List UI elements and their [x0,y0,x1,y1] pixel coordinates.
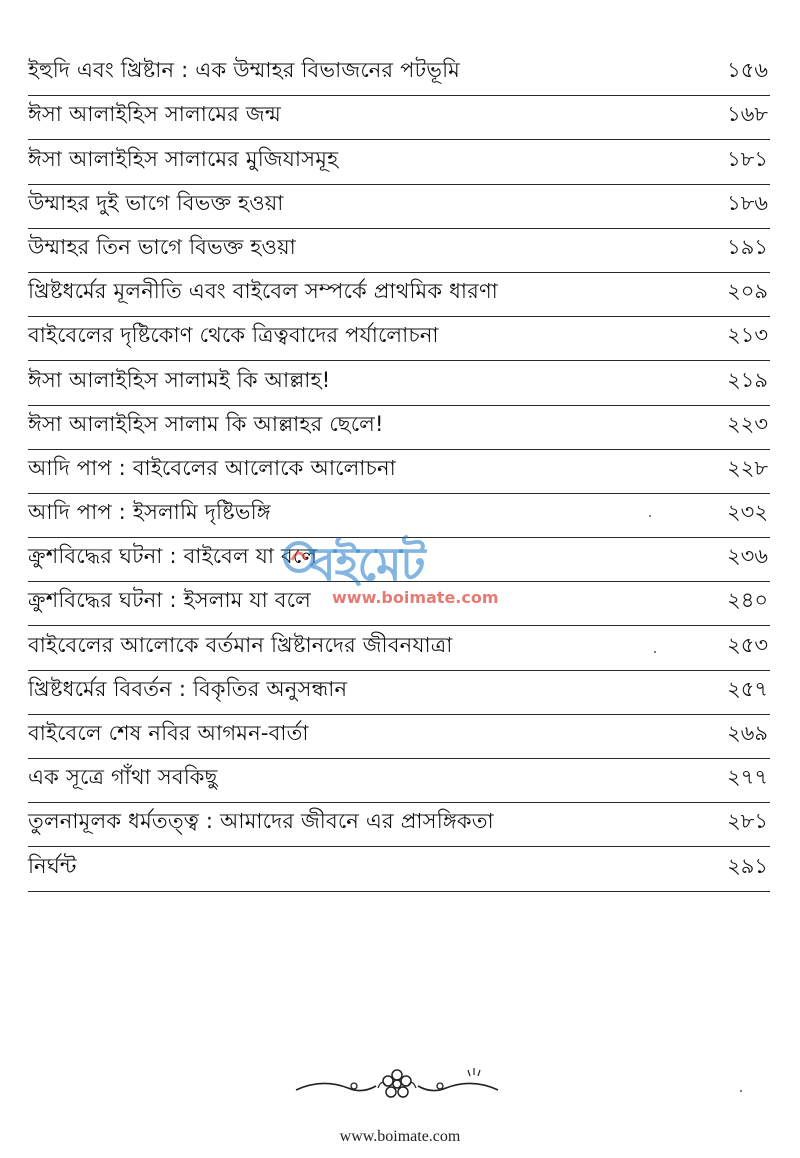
toc-row [28,538,770,582]
toc-entry-title: বাইবেলের দৃষ্টিকোণ থেকে ত্রিত্ববাদের পর্যালোচনা [28,323,439,348]
toc-entry-title: বাইবেলে শেষ নবির আগমন-বার্তা [28,721,309,745]
toc-entry-page: ২৯১ [727,853,768,878]
toc-entry-page: ১৮৬ [727,190,768,215]
toc-entry-page: ২৪০ [727,588,768,613]
toc-row [28,803,770,847]
toc-entry-title: উম্মাহর তিন ভাগে বিভক্ত হওয়া [28,234,296,259]
toc-row [28,52,770,96]
toc-entry-page: ২৮১ [727,809,768,834]
toc-row [28,847,770,891]
toc-row [28,450,770,494]
toc-entry-title: এক সূত্রে গাঁথা সবকিছু [28,765,218,790]
toc-entry-page: ২৬৯ [727,721,768,745]
toc-row [28,140,770,184]
toc-entry-page: ২২৩ [727,411,768,436]
toc-entry-title: তুলনামূলক ধর্মতত্ত্ব : আমাদের জীবনে এর প্রাসঙ্গিকতা [28,809,494,834]
toc-entry-title: ক্রুশবিদ্ধের ঘটনা : বাইবেল যা বলে [28,544,318,569]
toc-entry-page: ২০৯ [727,279,768,304]
toc-entry-title: উম্মাহর দুই ভাগে বিভক্ত হওয়া [28,190,284,215]
toc-entry-page: ১৮১ [727,146,768,171]
toc-row [28,229,770,273]
toc-row [28,361,770,405]
print-speck [649,515,651,517]
toc-entry-page: ১৯১ [727,234,768,259]
toc-entry-title: খ্রিষ্টধর্মের বিবর্তন : বিকৃতির অনুসন্ধান [28,676,348,701]
toc-entry-title: ঈসা আলাইহিস সালামই কি আল্লাহ! [28,367,331,392]
toc-entry-title: ক্রুশবিদ্ধের ঘটনা : ইসলাম যা বলে [28,588,311,613]
watermark-url: www.boimate.com [332,588,499,607]
toc-entry-page: ২১৩ [727,323,768,348]
toc-entry-title: ঈসা আলাইহিস সালামের মুজিযাসমূহ [28,146,339,171]
toc-entry-page: ২৫৭ [727,676,768,701]
toc-row [28,96,770,140]
toc-row [28,185,770,229]
watermark-logo-text: বইমেট [310,537,425,591]
toc-entry-title: বাইবেলের আলোকে বর্তমান খ্রিষ্টানদের জীবনযাত্রা [28,632,453,657]
toc-entry-title: ইহুদি এবং খ্রিষ্টান : এক উম্মাহর বিভাজনের পটভূমি [28,58,460,83]
toc-row [28,582,770,626]
toc-entry-page: ১৫৬ [727,58,768,83]
toc-entry-title: নির্ঘন্ট [28,853,77,878]
floral-divider-icon [292,1064,502,1104]
toc-row [28,626,770,670]
toc-entry-page: ২১৯ [727,367,768,392]
toc-entry-title: ঈসা আলাইহিস সালামের জন্ম [28,102,281,127]
toc-row [28,759,770,803]
toc-row [28,715,770,759]
toc-row [28,317,770,361]
toc-row [28,671,770,715]
print-speck [740,1090,742,1092]
toc-row [28,406,770,450]
toc-entry-title: আদি পাপ : বাইবেলের আলোকে আলোচনা [28,455,396,480]
toc-entry-title: আদি পাপ : ইসলামি দৃষ্টিভঙ্গি [28,500,271,525]
toc-entry-page: ২৭৭ [727,765,768,790]
toc-entry-title: ঈসা আলাইহিস সালাম কি আল্লাহর ছেলে! [28,411,384,436]
toc-entry-page: ১৬৮ [727,102,768,127]
toc-row [28,494,770,538]
print-speck [654,651,656,653]
toc-entry-page: ২৩২ [727,500,768,525]
toc-entry-title: খ্রিষ্টধর্মের মূলনীতি এবং বাইবেল সম্পর্কে প্রাথমিক ধারণা [28,279,498,304]
table-of-contents [28,52,770,892]
toc-entry-page: ২২৮ [727,455,768,480]
toc-entry-page: ২৫৩ [727,632,768,657]
toc-row [28,273,770,317]
footer-url: www.boimate.com [339,1128,461,1145]
toc-entry-page: ২৩৬ [727,544,768,569]
